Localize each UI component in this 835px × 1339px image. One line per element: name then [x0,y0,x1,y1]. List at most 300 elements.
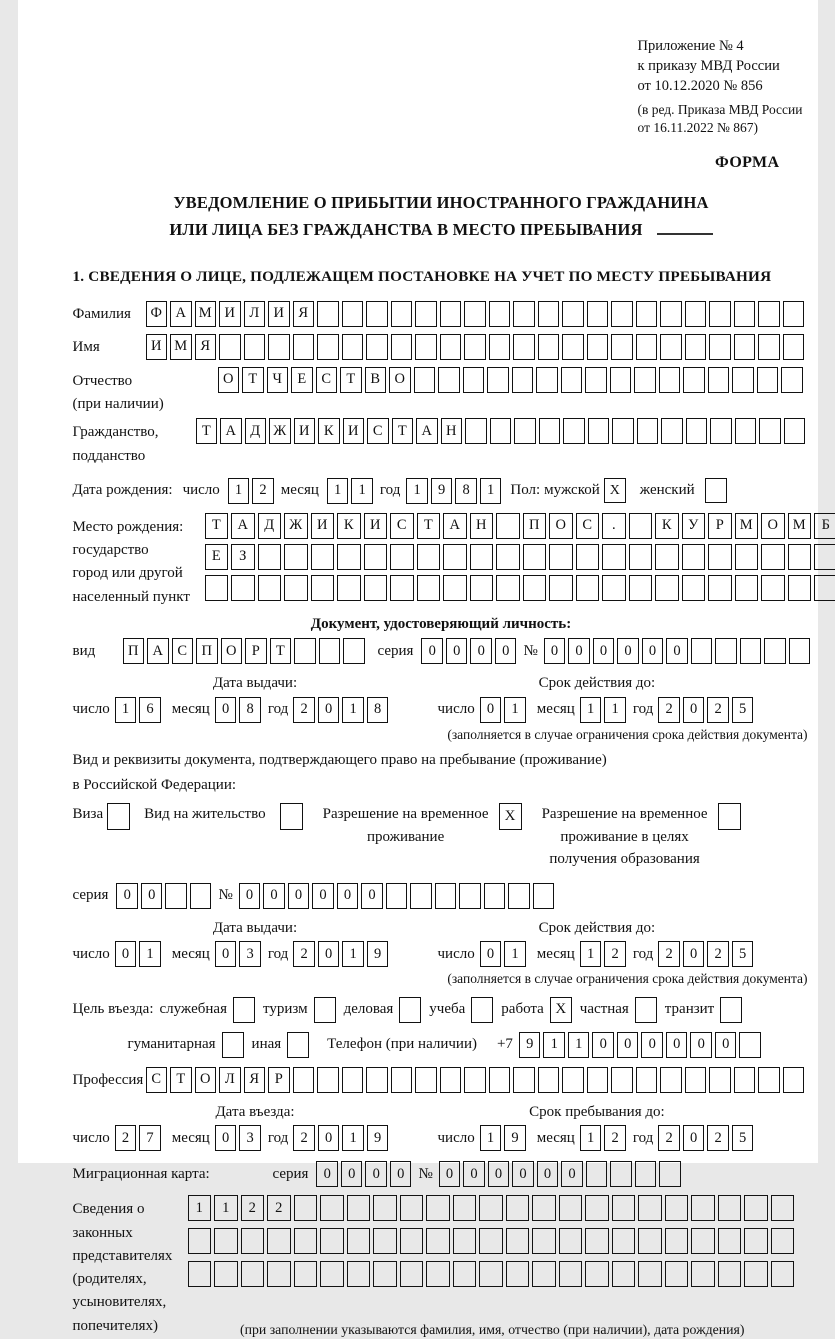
identity-doc-series-cells[interactable] [421,638,519,664]
char-cell[interactable]: 5 [732,1125,754,1151]
title-blank-line[interactable] [657,217,713,235]
char-cell[interactable]: О [761,513,785,539]
char-cell[interactable]: И [311,513,335,539]
char-cell[interactable]: 0 [239,883,261,909]
char-cell[interactable] [783,301,805,327]
char-cell[interactable] [391,301,413,327]
char-cell[interactable]: 0 [561,1161,583,1187]
char-cell[interactable] [771,1228,795,1254]
identity-issue-year-cells[interactable] [293,697,391,723]
entry-month-cells[interactable] [215,1125,264,1151]
char-cell[interactable]: П [123,638,145,664]
residence-expiry-day-cells[interactable] [480,941,529,967]
char-cell[interactable] [715,638,737,664]
char-cell[interactable] [440,334,462,360]
char-cell[interactable]: Я [244,1067,266,1093]
char-cell[interactable] [464,1067,486,1093]
char-cell[interactable]: 0 [361,883,383,909]
char-cell[interactable] [508,883,530,909]
char-cell[interactable] [789,638,811,664]
char-cell[interactable] [563,418,585,444]
purpose-business-checkbox[interactable] [399,997,421,1023]
char-cell[interactable]: А [443,513,467,539]
char-cell[interactable] [464,334,486,360]
char-cell[interactable]: 0 [390,1161,412,1187]
char-cell[interactable]: Т [270,638,292,664]
char-cell[interactable] [438,367,460,393]
purpose-official-checkbox[interactable] [233,997,255,1023]
birth-day-cells[interactable] [228,478,277,504]
char-cell[interactable]: 0 [439,1161,461,1187]
char-cell[interactable] [588,418,610,444]
char-cell[interactable] [685,301,707,327]
char-cell[interactable]: О [218,367,240,393]
char-cell[interactable] [585,1195,609,1221]
char-cell[interactable]: 1 [342,1125,364,1151]
purpose-work-checkbox[interactable]: X [550,997,572,1023]
char-cell[interactable]: 0 [116,883,138,909]
char-cell[interactable] [576,575,600,601]
char-cell[interactable] [732,367,754,393]
char-cell[interactable]: 0 [141,883,163,909]
char-cell[interactable] [366,1067,388,1093]
char-cell[interactable] [347,1261,371,1287]
char-cell[interactable] [734,301,756,327]
char-cell[interactable] [214,1261,238,1287]
char-cell[interactable] [440,1067,462,1093]
char-cell[interactable] [294,638,316,664]
char-cell[interactable] [682,544,706,570]
char-cell[interactable]: 2 [293,941,315,967]
char-cell[interactable]: А [170,301,192,327]
char-cell[interactable] [708,544,732,570]
char-cell[interactable] [638,1261,662,1287]
char-cell[interactable] [514,418,536,444]
char-cell[interactable] [214,1228,238,1254]
char-cell[interactable]: И [146,334,168,360]
char-cell[interactable]: 1 [342,941,364,967]
char-cell[interactable]: А [231,513,255,539]
char-cell[interactable] [758,334,780,360]
char-cell[interactable] [506,1228,530,1254]
char-cell[interactable]: З [231,544,255,570]
char-cell[interactable] [400,1228,424,1254]
char-cell[interactable]: 2 [658,697,680,723]
char-cell[interactable] [317,301,339,327]
char-cell[interactable] [513,334,535,360]
char-cell[interactable]: Т [196,418,218,444]
char-cell[interactable] [734,1067,756,1093]
char-cell[interactable]: 0 [337,883,359,909]
char-cell[interactable]: 1 [480,478,502,504]
char-cell[interactable] [523,575,547,601]
purpose-study-checkbox[interactable] [471,997,493,1023]
char-cell[interactable] [267,1228,291,1254]
char-cell[interactable] [400,1195,424,1221]
char-cell[interactable] [561,367,583,393]
char-cell[interactable]: 0 [215,1125,237,1151]
identity-issue-month-cells[interactable] [215,697,264,723]
char-cell[interactable] [506,1261,530,1287]
char-cell[interactable] [342,334,364,360]
char-cell[interactable] [587,1067,609,1093]
identity-expiry-year-cells[interactable] [658,697,756,723]
char-cell[interactable] [453,1228,477,1254]
entry-year-cells[interactable] [293,1125,391,1151]
char-cell[interactable] [660,334,682,360]
char-cell[interactable] [364,544,388,570]
char-cell[interactable] [320,1228,344,1254]
char-cell[interactable] [708,575,732,601]
char-cell[interactable] [629,513,653,539]
char-cell[interactable]: 2 [658,1125,680,1151]
char-cell[interactable] [533,883,555,909]
residence-issue-day-cells[interactable] [115,941,164,967]
entry-day-cells[interactable] [115,1125,164,1151]
char-cell[interactable] [496,544,520,570]
char-cell[interactable]: М [735,513,759,539]
char-cell[interactable]: 1 [406,478,428,504]
birth-place-cells-row2[interactable] [205,544,835,570]
char-cell[interactable]: 0 [115,941,137,967]
char-cell[interactable] [783,1067,805,1093]
char-cell[interactable]: О [549,513,573,539]
char-cell[interactable]: 0 [318,697,340,723]
char-cell[interactable] [610,1161,632,1187]
char-cell[interactable]: 1 [351,478,373,504]
char-cell[interactable] [414,367,436,393]
char-cell[interactable] [453,1261,477,1287]
identity-expiry-day-cells[interactable] [480,697,529,723]
char-cell[interactable] [788,544,812,570]
char-cell[interactable] [489,334,511,360]
char-cell[interactable] [539,418,561,444]
char-cell[interactable]: 0 [593,638,615,664]
char-cell[interactable] [465,418,487,444]
char-cell[interactable] [294,1228,318,1254]
char-cell[interactable] [390,544,414,570]
char-cell[interactable]: Л [244,301,266,327]
char-cell[interactable] [655,544,679,570]
char-cell[interactable] [611,334,633,360]
char-cell[interactable] [417,544,441,570]
char-cell[interactable] [549,544,573,570]
patronymic-cells[interactable] [218,367,806,393]
char-cell[interactable]: 3 [239,1125,261,1151]
char-cell[interactable] [759,418,781,444]
char-cell[interactable] [417,575,441,601]
char-cell[interactable] [463,367,485,393]
char-cell[interactable]: Д [258,513,282,539]
char-cell[interactable] [489,1067,511,1093]
char-cell[interactable] [293,1067,315,1093]
char-cell[interactable]: 8 [239,697,261,723]
char-cell[interactable] [686,418,708,444]
phone-cells[interactable] [519,1032,764,1058]
char-cell[interactable] [464,301,486,327]
char-cell[interactable] [415,1067,437,1093]
representatives-cells-row1[interactable] [188,1195,798,1221]
char-cell[interactable] [513,301,535,327]
char-cell[interactable] [739,1032,761,1058]
char-cell[interactable]: Л [219,1067,241,1093]
char-cell[interactable]: 0 [690,1032,712,1058]
char-cell[interactable] [267,1261,291,1287]
char-cell[interactable]: И [294,418,316,444]
char-cell[interactable]: 1 [568,1032,590,1058]
char-cell[interactable] [562,301,584,327]
char-cell[interactable] [744,1261,768,1287]
char-cell[interactable] [165,883,187,909]
char-cell[interactable] [317,334,339,360]
char-cell[interactable] [538,334,560,360]
char-cell[interactable]: Е [291,367,313,393]
char-cell[interactable]: С [367,418,389,444]
char-cell[interactable]: 1 [580,941,602,967]
given-name-cells[interactable] [146,334,808,360]
char-cell[interactable] [764,638,786,664]
char-cell[interactable] [659,367,681,393]
char-cell[interactable] [317,1067,339,1093]
char-cell[interactable] [347,1195,371,1221]
char-cell[interactable]: И [219,301,241,327]
residence-permit-checkbox[interactable] [280,803,303,830]
char-cell[interactable] [636,1067,658,1093]
residence-issue-month-cells[interactable] [215,941,264,967]
identity-issue-day-cells[interactable] [115,697,164,723]
char-cell[interactable] [781,367,803,393]
char-cell[interactable] [665,1261,689,1287]
purpose-other-checkbox[interactable] [287,1032,309,1058]
char-cell[interactable] [744,1228,768,1254]
char-cell[interactable] [470,575,494,601]
char-cell[interactable] [426,1261,450,1287]
char-cell[interactable]: С [390,513,414,539]
char-cell[interactable] [205,575,229,601]
char-cell[interactable] [757,367,779,393]
char-cell[interactable] [612,1228,636,1254]
char-cell[interactable]: Д [245,418,267,444]
char-cell[interactable]: Я [195,334,217,360]
char-cell[interactable] [585,1261,609,1287]
char-cell[interactable]: К [318,418,340,444]
char-cell[interactable] [506,1195,530,1221]
char-cell[interactable]: 2 [707,697,729,723]
char-cell[interactable]: И [364,513,388,539]
char-cell[interactable] [771,1195,795,1221]
char-cell[interactable] [513,1067,535,1093]
char-cell[interactable] [758,1067,780,1093]
char-cell[interactable] [188,1228,212,1254]
surname-cells[interactable] [146,301,808,327]
char-cell[interactable] [586,1161,608,1187]
char-cell[interactable] [319,638,341,664]
char-cell[interactable]: 0 [537,1161,559,1187]
char-cell[interactable]: А [416,418,438,444]
residence-expiry-year-cells[interactable] [658,941,756,967]
char-cell[interactable]: 0 [463,1161,485,1187]
char-cell[interactable]: А [220,418,242,444]
char-cell[interactable]: 9 [367,1125,389,1151]
char-cell[interactable] [587,334,609,360]
representatives-cells-row2[interactable] [188,1228,798,1254]
char-cell[interactable]: 2 [293,1125,315,1151]
char-cell[interactable]: 0 [215,941,237,967]
char-cell[interactable] [320,1195,344,1221]
migration-card-series-cells[interactable] [316,1161,414,1187]
char-cell[interactable]: 0 [421,638,443,664]
identity-doc-number-cells[interactable] [544,638,814,664]
char-cell[interactable] [440,301,462,327]
char-cell[interactable] [562,1067,584,1093]
char-cell[interactable]: 2 [658,941,680,967]
char-cell[interactable] [294,1261,318,1287]
stay-day-cells[interactable] [480,1125,529,1151]
char-cell[interactable] [523,544,547,570]
char-cell[interactable]: 9 [367,941,389,967]
char-cell[interactable] [190,883,212,909]
char-cell[interactable]: Р [268,1067,290,1093]
char-cell[interactable] [665,1195,689,1221]
char-cell[interactable] [637,418,659,444]
char-cell[interactable] [691,1195,715,1221]
char-cell[interactable]: 0 [683,1125,705,1151]
char-cell[interactable]: Р [708,513,732,539]
char-cell[interactable]: 2 [115,1125,137,1151]
char-cell[interactable]: Т [205,513,229,539]
char-cell[interactable]: М [170,334,192,360]
char-cell[interactable]: К [655,513,679,539]
char-cell[interactable] [459,883,481,909]
char-cell[interactable]: 3 [239,941,261,967]
char-cell[interactable] [435,883,457,909]
char-cell[interactable] [532,1261,556,1287]
char-cell[interactable] [293,334,315,360]
char-cell[interactable]: 0 [683,941,705,967]
char-cell[interactable]: У [682,513,706,539]
char-cell[interactable]: 9 [504,1125,526,1151]
char-cell[interactable] [415,334,437,360]
char-cell[interactable]: Т [242,367,264,393]
profession-cells[interactable] [146,1067,808,1093]
purpose-transit-checkbox[interactable] [720,997,742,1023]
char-cell[interactable] [479,1195,503,1221]
char-cell[interactable] [410,883,432,909]
char-cell[interactable] [386,883,408,909]
char-cell[interactable] [559,1261,583,1287]
char-cell[interactable]: Б [814,513,835,539]
char-cell[interactable]: 0 [641,1032,663,1058]
char-cell[interactable] [655,575,679,601]
char-cell[interactable]: 0 [683,697,705,723]
char-cell[interactable] [347,1228,371,1254]
char-cell[interactable] [489,301,511,327]
temp-residence-checkbox[interactable]: X [499,803,522,830]
char-cell[interactable] [691,1261,715,1287]
char-cell[interactable] [559,1228,583,1254]
char-cell[interactable]: 9 [431,478,453,504]
char-cell[interactable] [744,1195,768,1221]
char-cell[interactable] [258,575,282,601]
char-cell[interactable] [612,1195,636,1221]
identity-expiry-month-cells[interactable] [580,697,629,723]
char-cell[interactable]: 1 [214,1195,238,1221]
char-cell[interactable] [576,544,600,570]
char-cell[interactable]: С [576,513,600,539]
char-cell[interactable]: 5 [732,697,754,723]
char-cell[interactable]: 5 [732,941,754,967]
char-cell[interactable]: В [365,367,387,393]
char-cell[interactable] [638,1195,662,1221]
char-cell[interactable]: Р [245,638,267,664]
char-cell[interactable]: Т [417,513,441,539]
char-cell[interactable] [562,334,584,360]
char-cell[interactable] [241,1261,265,1287]
char-cell[interactable]: 0 [512,1161,534,1187]
char-cell[interactable]: 0 [666,1032,688,1058]
char-cell[interactable] [496,575,520,601]
char-cell[interactable]: 0 [495,638,517,664]
char-cell[interactable] [660,1067,682,1093]
char-cell[interactable] [718,1195,742,1221]
char-cell[interactable] [665,1228,689,1254]
char-cell[interactable] [490,418,512,444]
char-cell[interactable] [373,1228,397,1254]
visa-checkbox[interactable] [107,803,130,830]
char-cell[interactable] [740,638,762,664]
char-cell[interactable]: Н [441,418,463,444]
char-cell[interactable] [636,301,658,327]
char-cell[interactable] [536,367,558,393]
char-cell[interactable] [366,334,388,360]
char-cell[interactable] [538,1067,560,1093]
char-cell[interactable]: П [523,513,547,539]
purpose-private-checkbox[interactable] [635,997,657,1023]
char-cell[interactable]: 0 [642,638,664,664]
char-cell[interactable] [612,418,634,444]
char-cell[interactable] [426,1195,450,1221]
birth-month-cells[interactable] [327,478,376,504]
purpose-tourism-checkbox[interactable] [314,997,336,1023]
char-cell[interactable]: 1 [504,941,526,967]
char-cell[interactable] [814,575,835,601]
char-cell[interactable] [758,301,780,327]
char-cell[interactable]: И [343,418,365,444]
char-cell[interactable] [634,367,656,393]
char-cell[interactable] [783,334,805,360]
char-cell[interactable]: Ч [267,367,289,393]
char-cell[interactable] [771,1261,795,1287]
char-cell[interactable] [470,544,494,570]
char-cell[interactable] [241,1228,265,1254]
char-cell[interactable]: А [147,638,169,664]
char-cell[interactable] [659,1161,681,1187]
char-cell[interactable]: 0 [365,1161,387,1187]
char-cell[interactable] [443,575,467,601]
char-cell[interactable] [761,575,785,601]
char-cell[interactable] [685,334,707,360]
char-cell[interactable] [788,575,812,601]
char-cell[interactable] [629,575,653,601]
char-cell[interactable]: 0 [480,941,502,967]
char-cell[interactable] [718,1261,742,1287]
birth-year-cells[interactable] [406,478,504,504]
char-cell[interactable]: 8 [367,697,389,723]
char-cell[interactable]: 0 [215,697,237,723]
char-cell[interactable]: 1 [228,478,250,504]
char-cell[interactable] [559,1195,583,1221]
char-cell[interactable] [391,1067,413,1093]
